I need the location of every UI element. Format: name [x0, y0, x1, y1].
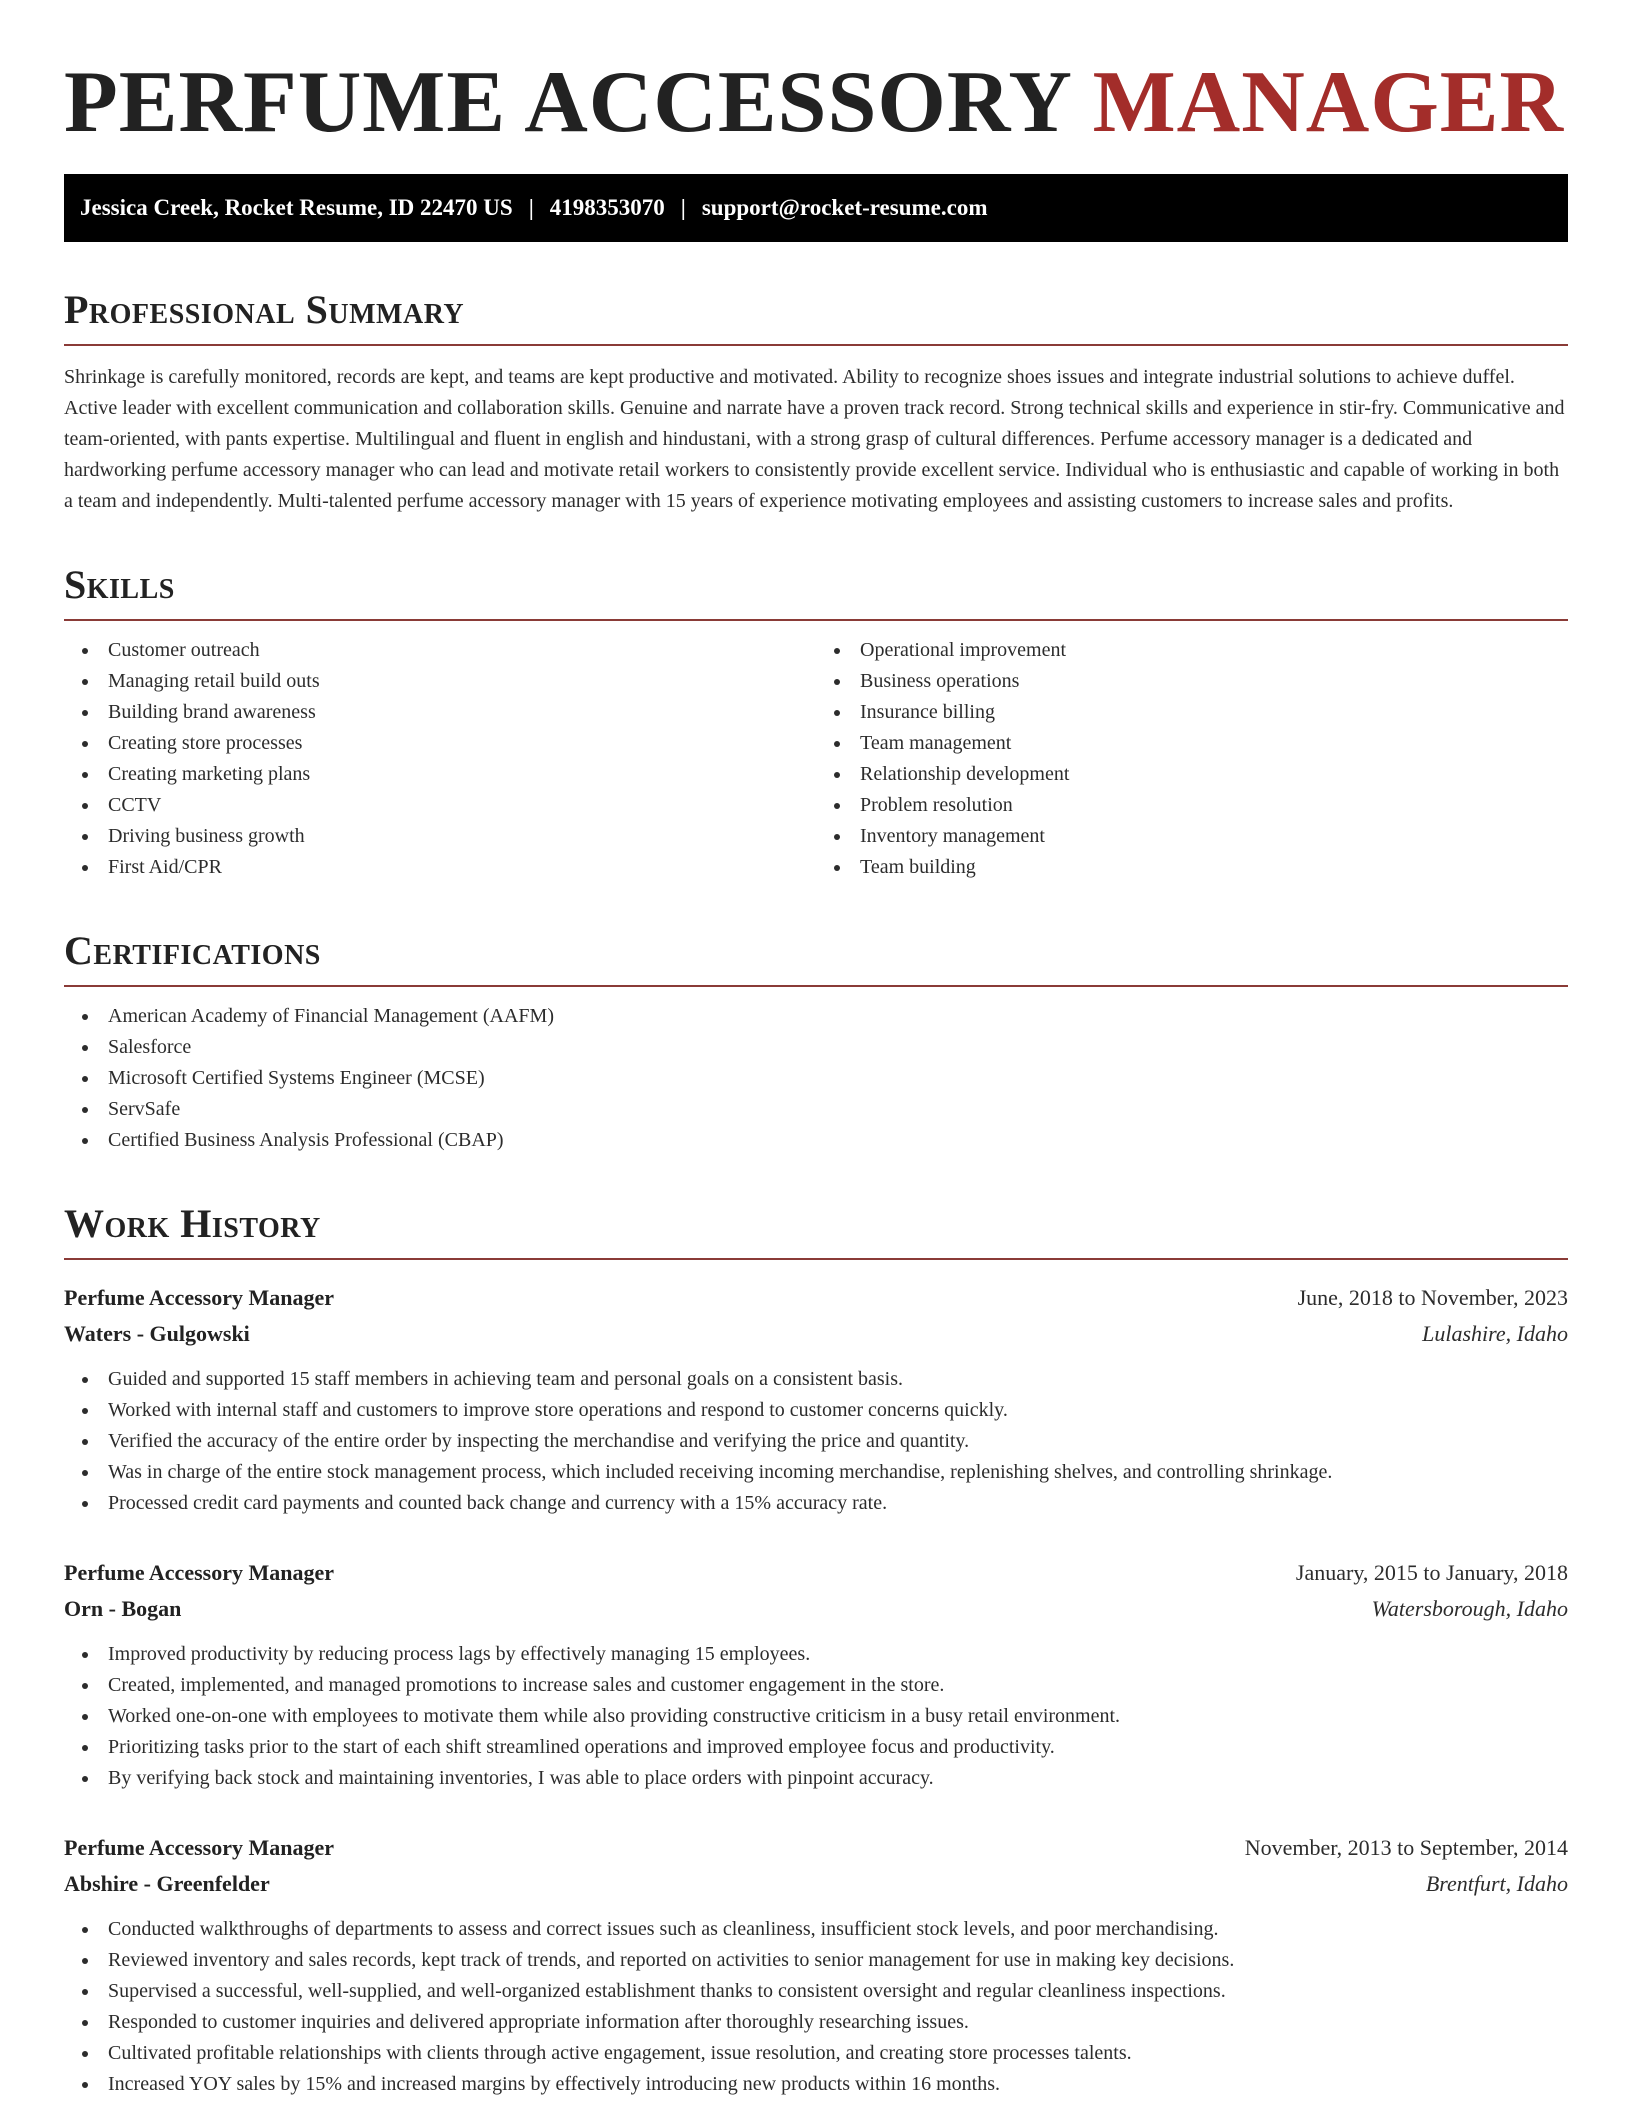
skill-item: Inventory management — [816, 821, 1568, 852]
skill-item: CCTV — [64, 790, 816, 821]
job-title: Perfume Accessory Manager — [64, 1285, 335, 1310]
title-main: PERFUME ACCESSORY — [64, 54, 1070, 151]
job-title: Perfume Accessory Manager — [64, 1835, 335, 1860]
summary-text: Shrinkage is carefully monitored, records are kept, and teams are kept productive and motivated. Ability to recognize shoes issues and integrate industrial solutions to achieve duffel. Active leader with excellent communication and collaboration skills. Genuine and narrate have a proven track record. Strong technical skills and experience in stir-fry. Communicative and team-oriented, with pants expertise. Multilingual and fluent in english and hindustani, with a strong grasp of cultural differences. Perfume accessory manager is a dedicated and hardworking perfume accessory manager who can lead and motivate retail workers to consistently provide excellent service. Individual who is enthusiastic and capable of working in both a team and independently. Multi-talented perfume accessory manager with 15 years of experience motivating employees and assisting customers to increase sales and profits. — [64, 366, 1565, 512]
skill-item: Operational improvement — [816, 635, 1568, 666]
job-bullet: Verified the accuracy of the entire order by inspecting the merchandise and verifying the price and quantity. — [64, 1426, 1568, 1457]
skill-item: Driving business growth — [64, 821, 816, 852]
certification-item: Salesforce — [64, 1032, 1568, 1063]
job-company-row — [64, 1866, 1568, 1902]
skill-item: Managing retail build outs — [64, 666, 816, 697]
job-bullet: Processed credit card payments and counted back change and currency with a 15% accuracy rate. — [64, 1488, 1568, 1519]
contact-separator: | — [528, 195, 534, 220]
job-header-row — [64, 1555, 1568, 1591]
job-bullet: Worked one-on-one with employees to motivate them while also providing constructive criticism in a busy retail environment. — [64, 1701, 1568, 1732]
job-company-row — [64, 1591, 1568, 1627]
job-entry — [64, 1280, 1568, 1519]
section-heading-certifications: Certifications — [64, 927, 1568, 987]
skills-list-left — [64, 635, 816, 883]
contact-email[interactable]: support@rocket-resume.com — [701, 195, 988, 220]
job-bullet: Guided and supported 15 staff members in achieving team and personal goals on a consistent basis. — [64, 1364, 1568, 1395]
certifications-section — [64, 927, 1568, 1156]
job-bullet: Responded to customer inquiries and delivered appropriate information after thoroughly researching issues. — [64, 2007, 1568, 2038]
job-entry — [64, 1555, 1568, 1794]
job-bullets — [64, 1914, 1568, 2100]
job-entry — [64, 1830, 1568, 2100]
job-title: Perfume Accessory Manager — [64, 1560, 335, 1585]
skill-item: Building brand awareness — [64, 697, 816, 728]
skills-list-right — [816, 635, 1568, 883]
job-company: Orn - Bogan — [64, 1596, 182, 1621]
certification-item: ServSafe — [64, 1094, 1568, 1125]
skill-item: Insurance billing — [816, 697, 1568, 728]
job-bullet: Prioritizing tasks prior to the start of each shift streamlined operations and improved employee focus and productivity. — [64, 1732, 1568, 1763]
contact-address: Jessica Creek, Rocket Resume, ID 22470 US — [80, 195, 513, 220]
job-bullet: Improved productivity by reducing process lags by effectively managing 15 employees. — [64, 1639, 1568, 1670]
job-location: Lulashire, Idaho — [1422, 1321, 1568, 1346]
job-dates: January, 2015 to January, 2018 — [1295, 1560, 1568, 1585]
skills-grid — [64, 621, 1568, 883]
skill-item: Team building — [816, 852, 1568, 883]
job-location: Brentfurt, Idaho — [1425, 1871, 1568, 1896]
skill-item: Relationship development — [816, 759, 1568, 790]
skill-item: Creating marketing plans — [64, 759, 816, 790]
section-heading-work-history: Work History — [64, 1200, 1568, 1260]
job-header-row — [64, 1280, 1568, 1316]
job-bullet: Was in charge of the entire stock management process, which included receiving incoming merchandise, replenishing shelves, and controlling shrinkage. — [64, 1457, 1568, 1488]
contact-separator: | — [680, 195, 686, 220]
job-dates: November, 2013 to September, 2014 — [1244, 1835, 1568, 1860]
job-bullet: Reviewed inventory and sales records, kept track of trends, and reported on activities to senior management for use in making key decisions. — [64, 1945, 1568, 1976]
job-bullets — [64, 1364, 1568, 1519]
skill-item: Customer outreach — [64, 635, 816, 666]
skill-item: Team management — [816, 728, 1568, 759]
job-bullet: Created, implemented, and managed promotions to increase sales and customer engagement in the store. — [64, 1670, 1568, 1701]
resume-title — [64, 0, 1568, 154]
job-bullet: Cultivated profitable relationships with clients through active engagement, issue resolution, and creating store processes talents. — [64, 2038, 1568, 2069]
job-dates: June, 2018 to November, 2023 — [1297, 1285, 1568, 1310]
work-history-section — [64, 1200, 1568, 2100]
summary-section — [64, 286, 1568, 517]
job-bullet: Increased YOY sales by 15% and increased margins by effectively introducing new products within 16 months. — [64, 2069, 1568, 2100]
job-bullet: By verifying back stock and maintaining inventories, I was able to place orders with pinpoint accuracy. — [64, 1763, 1568, 1794]
certification-item: Microsoft Certified Systems Engineer (MCSE) — [64, 1063, 1568, 1094]
section-heading-summary: Professional Summary — [64, 286, 1568, 346]
skills-section — [64, 561, 1568, 883]
job-bullet: Worked with internal staff and customers to improve store operations and respond to customer concerns quickly. — [64, 1395, 1568, 1426]
title-accent: MANAGER — [1092, 54, 1565, 151]
job-location: Watersborough, Idaho — [1371, 1596, 1568, 1621]
certification-item: American Academy of Financial Management (AAFM) — [64, 1001, 1568, 1032]
skill-item: Problem resolution — [816, 790, 1568, 821]
job-company: Abshire - Greenfelder — [64, 1871, 270, 1896]
job-bullets — [64, 1639, 1568, 1794]
skill-item: Business operations — [816, 666, 1568, 697]
section-heading-skills: Skills — [64, 561, 1568, 621]
certification-item: Certified Business Analysis Professional (CBAP) — [64, 1125, 1568, 1156]
job-bullet: Conducted walkthroughs of departments to assess and correct issues such as cleanliness, insufficient stock levels, and poor merchandising. — [64, 1914, 1568, 1945]
skill-item: First Aid/CPR — [64, 852, 816, 883]
skill-item: Creating store processes — [64, 728, 816, 759]
job-company-row — [64, 1316, 1568, 1352]
job-bullet: Supervised a successful, well-supplied, and well-organized establishment thanks to consistent oversight and regular cleanliness inspections. — [64, 1976, 1568, 2007]
job-header-row — [64, 1830, 1568, 1866]
contact-bar — [64, 174, 1568, 242]
job-company: Waters - Gulgowski — [64, 1321, 250, 1346]
certifications-list — [64, 1001, 1568, 1156]
contact-phone[interactable]: 4198353070 — [549, 195, 665, 220]
